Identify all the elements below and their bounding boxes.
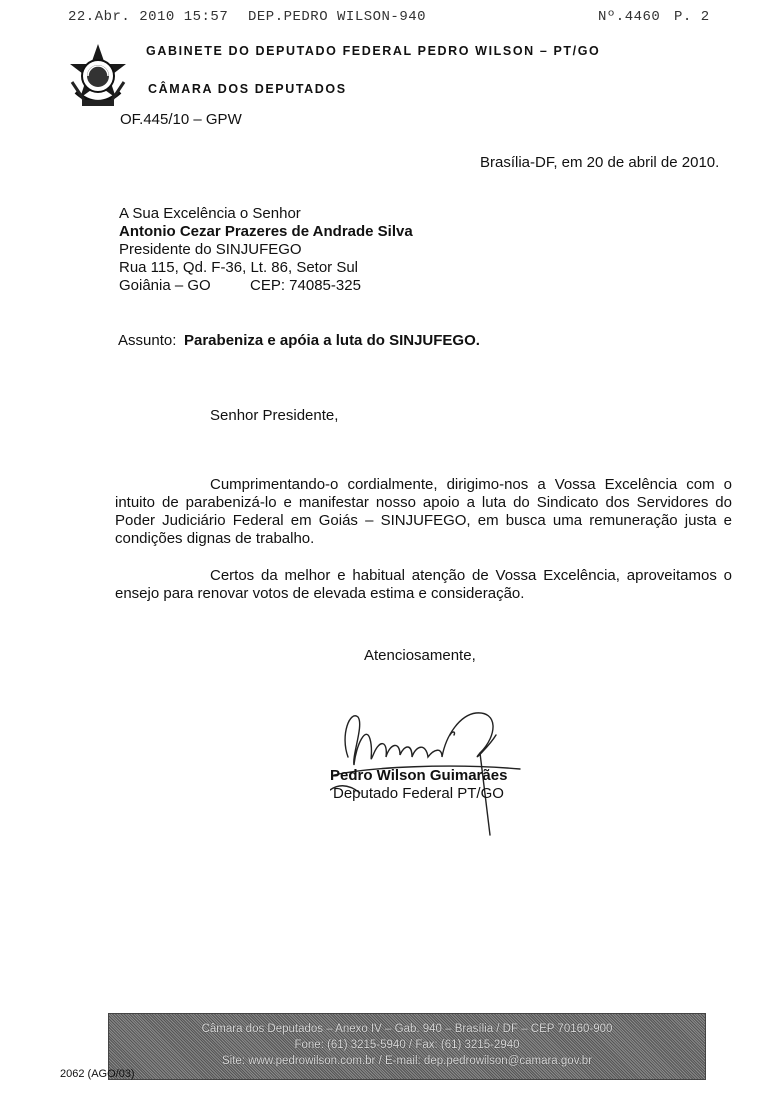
recipient-salutation: A Sua Excelência o Senhor [119,205,301,222]
recipient-cep: CEP: 74085-325 [250,277,361,294]
form-code: 2062 (AGO/03) [60,1068,135,1080]
place-date: Brasília-DF, em 20 de abril de 2010. [480,154,720,171]
recipient-street: Rua 115, Qd. F-36, Lt. 86, Setor Sul [119,259,359,276]
fax-page: P. 2 [674,9,710,25]
recipient-name: Antonio Cezar Prazeres de Andrade Silva [119,223,413,240]
reference-number: OF.445/10 – GPW [120,111,242,128]
paragraph-2: Certos da melhor e habitual atenção de Vossa Excelência, aproveitamos o ensejo para renovar votos de elevada estima e consideração. [115,567,732,602]
subject-text: Parabeniza e apóia a luta do SINJUFEGO. [184,332,480,349]
footer-address-band [108,1013,706,1080]
greeting: Senhor Presidente, [210,407,339,424]
footer-address: Câmara dos Deputados – Anexo IV – Gab. 940 – Brasília / DF – CEP 70160-900 [201,1023,613,1035]
chamber-title: CÂMARA DOS DEPUTADOS [148,82,347,96]
subject-label: Assunto: [118,332,177,349]
paragraph-1: Cumprimentando-o cordialmente, dirigimo-nos a Vossa Excelência com o intuito de parabenizá-lo e manifestar nosso apoio a luta do Sindicato dos Servidores do Poder Judiciário Federal em Goiás – SINJUFEGO, em busca uma remuneração justa e condições dignas de trabalho. [115,476,732,547]
fax-number: Nº.4460 [598,9,661,25]
fax-datetime: 22.Abr. 2010 15:57 [68,9,229,25]
recipient-title: Presidente do SINJUFEGO [119,241,302,258]
coat-of-arms-icon [62,42,134,114]
fax-sender: DEP.PEDRO WILSON-940 [248,9,427,25]
office-title: GABINETE DO DEPUTADO FEDERAL PEDRO WILSON – PT/GO [146,44,601,58]
closing: Atenciosamente, [364,647,476,664]
footer-phone: Fone: (61) 3215-5940 / Fax: (61) 3215-2940 [294,1039,520,1051]
footer-contact: Site: www.pedrowilson.com.br / E-mail: dep.pedrowilson@camara.gov.br [221,1055,593,1067]
signer-role: Deputado Federal PT/GO [333,785,504,802]
recipient-city: Goiânia – GO [119,277,211,294]
signer-name: Pedro Wilson Guimarães [330,767,508,784]
